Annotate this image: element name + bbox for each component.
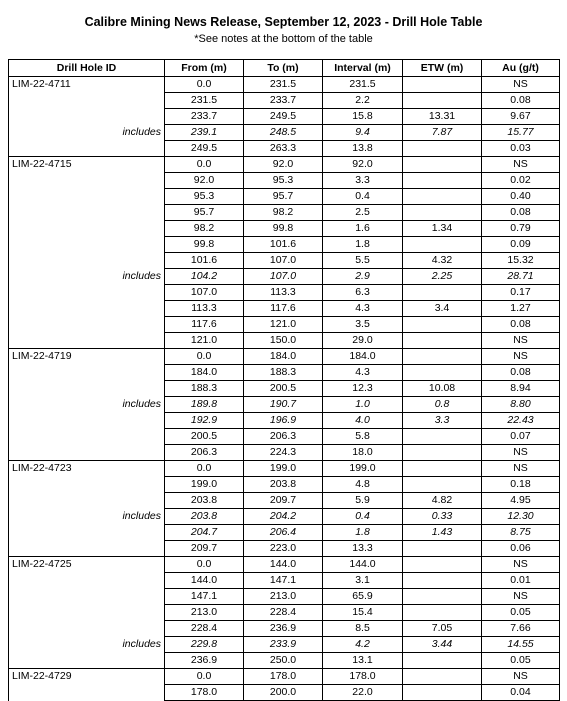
from-cell: 229.8 [165,637,244,653]
au-cell: 7.66 [482,621,560,637]
from-cell: 147.1 [165,589,244,605]
from-cell: 213.0 [165,605,244,621]
interval-cell: 13.3 [323,541,403,557]
au-cell: NS [482,589,560,605]
to-cell: 213.0 [244,589,323,605]
from-cell: 95.3 [165,189,244,205]
au-cell: 14.55 [482,637,560,653]
table-row [9,685,560,701]
drill-hole-id-cell [9,317,165,333]
au-cell: 0.09 [482,237,560,253]
interval-cell: 2.9 [323,269,403,285]
table-row [9,509,560,525]
drill-hole-id-cell [9,653,165,669]
etw-cell [403,605,482,621]
table-row [9,477,560,493]
to-cell: 190.7 [244,397,323,413]
to-cell: 92.0 [244,157,323,173]
drill-hole-id-cell [9,301,165,317]
au-cell: 0.03 [482,141,560,157]
drill-hole-id-cell [9,141,165,157]
to-cell: 206.4 [244,525,323,541]
table-row [9,541,560,557]
au-cell: 9.67 [482,109,560,125]
etw-cell [403,429,482,445]
interval-cell: 13.1 [323,653,403,669]
interval-cell: 15.4 [323,605,403,621]
etw-cell [403,349,482,365]
drill-hole-id-cell: LIM-22-4725 [9,557,165,573]
from-cell: 113.3 [165,301,244,317]
drill-hole-id-cell: LIM-22-4715 [9,157,165,173]
document-title: Calibre Mining News Release, September 12, 2023 - Drill Hole Table [84,15,483,29]
from-cell: 98.2 [165,221,244,237]
to-cell: 99.8 [244,221,323,237]
from-cell: 204.7 [165,525,244,541]
table-row [9,173,560,189]
table-row [9,413,560,429]
interval-cell: 2.5 [323,205,403,221]
etw-cell [403,685,482,701]
table-row [9,333,560,349]
etw-cell [403,285,482,301]
to-cell: 231.5 [244,77,323,93]
etw-cell [403,173,482,189]
etw-cell [403,541,482,557]
interval-cell: 5.8 [323,429,403,445]
drill-hole-id-cell [9,493,165,509]
au-cell: 12.30 [482,509,560,525]
to-cell: 147.1 [244,573,323,589]
interval-cell: 199.0 [323,461,403,477]
drill-hole-id-cell [9,525,165,541]
column-header-au: Au (g/t) [482,60,560,77]
from-cell: 231.5 [165,93,244,109]
interval-cell: 2.2 [323,93,403,109]
interval-cell: 1.8 [323,237,403,253]
interval-cell: 9.4 [323,125,403,141]
table-row [9,157,560,173]
to-cell: 150.0 [244,333,323,349]
table-row [9,445,560,461]
interval-cell: 6.3 [323,285,403,301]
au-cell: 8.80 [482,397,560,413]
interval-cell: 184.0 [323,349,403,365]
to-cell: 248.5 [244,125,323,141]
au-cell: 0.04 [482,685,560,701]
interval-cell: 0.4 [323,509,403,525]
from-cell: 199.0 [165,477,244,493]
to-cell: 249.5 [244,109,323,125]
to-cell: 107.0 [244,269,323,285]
column-header-drill-hole-id: Drill Hole ID [9,60,165,77]
au-cell: 28.71 [482,269,560,285]
drill-hole-id-cell: LIM-22-4719 [9,349,165,365]
table-row [9,301,560,317]
from-cell: 104.2 [165,269,244,285]
column-header-to: To (m) [244,60,323,77]
from-cell: 0.0 [165,77,244,93]
to-cell: 233.7 [244,93,323,109]
au-cell: 0.40 [482,189,560,205]
from-cell: 99.8 [165,237,244,253]
etw-cell [403,461,482,477]
table-row [9,125,560,141]
interval-cell: 4.8 [323,477,403,493]
from-cell: 178.0 [165,685,244,701]
drill-hole-id-cell [9,237,165,253]
etw-cell: 7.05 [403,621,482,637]
interval-cell: 15.8 [323,109,403,125]
table-row [9,365,560,381]
drill-hole-id-cell [9,589,165,605]
au-cell: 0.01 [482,573,560,589]
au-cell: NS [482,445,560,461]
includes-label: includes [9,397,165,413]
column-header-from: From (m) [165,60,244,77]
au-cell: 0.02 [482,173,560,189]
from-cell: 239.1 [165,125,244,141]
from-cell: 101.6 [165,253,244,269]
interval-cell: 4.2 [323,637,403,653]
drill-hole-id-cell [9,285,165,301]
from-cell: 203.8 [165,493,244,509]
from-cell: 189.8 [165,397,244,413]
au-cell: NS [482,461,560,477]
table-row [9,557,560,573]
interval-cell: 3.1 [323,573,403,589]
drill-hole-id-cell [9,445,165,461]
from-cell: 249.5 [165,141,244,157]
drill-hole-id-cell [9,477,165,493]
etw-cell [403,205,482,221]
interval-cell: 1.8 [323,525,403,541]
au-cell: 22.43 [482,413,560,429]
au-cell: NS [482,557,560,573]
au-cell: 0.79 [482,221,560,237]
etw-cell: 0.8 [403,397,482,413]
from-cell: 209.7 [165,541,244,557]
interval-cell: 92.0 [323,157,403,173]
drill-hole-id-cell: LIM-22-4711 [9,77,165,93]
table-row [9,109,560,125]
etw-cell: 10.08 [403,381,482,397]
etw-cell [403,573,482,589]
to-cell: 236.9 [244,621,323,637]
includes-label: includes [9,125,165,141]
table-row [9,669,560,685]
drill-hole-id-cell [9,429,165,445]
table-row [9,637,560,653]
table-row [9,621,560,637]
interval-cell: 18.0 [323,445,403,461]
includes-label: includes [9,269,165,285]
to-cell: 200.0 [244,685,323,701]
drill-hole-id-cell [9,685,165,701]
from-cell: 228.4 [165,621,244,637]
table-row [9,221,560,237]
au-cell: 4.95 [482,493,560,509]
au-cell: NS [482,77,560,93]
from-cell: 0.0 [165,461,244,477]
to-cell: 101.6 [244,237,323,253]
table-row [9,253,560,269]
etw-cell [403,317,482,333]
drill-hole-table [8,59,560,701]
interval-cell: 29.0 [323,333,403,349]
interval-cell: 13.8 [323,141,403,157]
to-cell: 263.3 [244,141,323,157]
interval-cell: 4.0 [323,413,403,429]
from-cell: 184.0 [165,365,244,381]
drill-hole-id-cell [9,173,165,189]
to-cell: 228.4 [244,605,323,621]
table-row [9,381,560,397]
etw-cell [403,589,482,605]
au-cell: 8.94 [482,381,560,397]
from-cell: 95.7 [165,205,244,221]
table-row [9,349,560,365]
table-row [9,461,560,477]
interval-cell: 22.0 [323,685,403,701]
from-cell: 206.3 [165,445,244,461]
drill-hole-id-cell [9,541,165,557]
table-row [9,189,560,205]
interval-cell: 3.3 [323,173,403,189]
drill-hole-id-cell [9,109,165,125]
table-row [9,269,560,285]
to-cell: 117.6 [244,301,323,317]
interval-cell: 12.3 [323,381,403,397]
etw-cell: 4.82 [403,493,482,509]
etw-cell: 1.43 [403,525,482,541]
from-cell: 144.0 [165,573,244,589]
from-cell: 200.5 [165,429,244,445]
from-cell: 92.0 [165,173,244,189]
drill-hole-id-cell: LIM-22-4723 [9,461,165,477]
table-header-row [9,60,560,77]
from-cell: 117.6 [165,317,244,333]
to-cell: 250.0 [244,653,323,669]
etw-cell [403,237,482,253]
etw-cell: 2.25 [403,269,482,285]
to-cell: 203.8 [244,477,323,493]
table-row [9,605,560,621]
drill-hole-id-cell [9,93,165,109]
to-cell: 178.0 [244,669,323,685]
drill-hole-id-cell [9,333,165,349]
includes-label: includes [9,637,165,653]
interval-cell: 8.5 [323,621,403,637]
au-cell: 0.17 [482,285,560,301]
table-row [9,317,560,333]
drill-hole-id-cell [9,381,165,397]
interval-cell: 65.9 [323,589,403,605]
to-cell: 199.0 [244,461,323,477]
etw-cell [403,189,482,205]
to-cell: 200.5 [244,381,323,397]
table-row [9,237,560,253]
etw-cell [403,653,482,669]
etw-cell: 13.31 [403,109,482,125]
etw-cell [403,477,482,493]
to-cell: 188.3 [244,365,323,381]
etw-cell [403,77,482,93]
au-cell: 0.08 [482,93,560,109]
to-cell: 98.2 [244,205,323,221]
to-cell: 204.2 [244,509,323,525]
from-cell: 107.0 [165,285,244,301]
etw-cell [403,157,482,173]
drill-hole-id-cell: LIM-22-4729 [9,669,165,685]
table-row [9,93,560,109]
to-cell: 107.0 [244,253,323,269]
from-cell: 188.3 [165,381,244,397]
etw-cell [403,333,482,349]
to-cell: 224.3 [244,445,323,461]
etw-cell: 3.44 [403,637,482,653]
drill-hole-id-cell [9,253,165,269]
to-cell: 223.0 [244,541,323,557]
etw-cell: 0.33 [403,509,482,525]
au-cell: NS [482,669,560,685]
to-cell: 184.0 [244,349,323,365]
au-cell: NS [482,157,560,173]
au-cell: 0.05 [482,653,560,669]
au-cell: 0.08 [482,205,560,221]
column-header-etw: ETW (m) [403,60,482,77]
drill-hole-id-cell [9,205,165,221]
interval-cell: 231.5 [323,77,403,93]
table-row [9,397,560,413]
column-header-interval: Interval (m) [323,60,403,77]
to-cell: 196.9 [244,413,323,429]
interval-cell: 5.5 [323,253,403,269]
au-cell: 0.08 [482,365,560,381]
table-row [9,493,560,509]
etw-cell: 4.32 [403,253,482,269]
table-body [9,77,560,701]
table-row [9,429,560,445]
table-row [9,141,560,157]
to-cell: 121.0 [244,317,323,333]
au-cell: 8.75 [482,525,560,541]
etw-cell [403,557,482,573]
from-cell: 203.8 [165,509,244,525]
includes-label: includes [9,509,165,525]
from-cell: 0.0 [165,157,244,173]
etw-cell: 3.4 [403,301,482,317]
to-cell: 95.7 [244,189,323,205]
drill-hole-id-cell [9,221,165,237]
au-cell: 0.08 [482,317,560,333]
from-cell: 0.0 [165,349,244,365]
au-cell: 15.77 [482,125,560,141]
to-cell: 113.3 [244,285,323,301]
drill-hole-id-cell [9,621,165,637]
drill-hole-id-cell [9,189,165,205]
to-cell: 233.9 [244,637,323,653]
to-cell: 95.3 [244,173,323,189]
drill-hole-id-cell [9,413,165,429]
from-cell: 0.0 [165,557,244,573]
etw-cell [403,445,482,461]
drill-hole-id-cell [9,573,165,589]
au-cell: 15.32 [482,253,560,269]
to-cell: 206.3 [244,429,323,445]
table-row [9,285,560,301]
au-cell: 0.05 [482,605,560,621]
interval-cell: 0.4 [323,189,403,205]
etw-cell [403,141,482,157]
from-cell: 121.0 [165,333,244,349]
etw-cell [403,365,482,381]
etw-cell: 1.34 [403,221,482,237]
etw-cell: 7.87 [403,125,482,141]
au-cell: NS [482,333,560,349]
document-subtitle: *See notes at the bottom of the table [194,33,373,45]
to-cell: 144.0 [244,557,323,573]
table-row [9,589,560,605]
from-cell: 236.9 [165,653,244,669]
au-cell: NS [482,349,560,365]
etw-cell [403,93,482,109]
drill-hole-id-cell [9,365,165,381]
interval-cell: 4.3 [323,365,403,381]
to-cell: 209.7 [244,493,323,509]
from-cell: 233.7 [165,109,244,125]
from-cell: 192.9 [165,413,244,429]
from-cell: 0.0 [165,669,244,685]
etw-cell: 3.3 [403,413,482,429]
interval-cell: 4.3 [323,301,403,317]
interval-cell: 3.5 [323,317,403,333]
table-row [9,77,560,93]
interval-cell: 178.0 [323,669,403,685]
table-row [9,525,560,541]
interval-cell: 1.0 [323,397,403,413]
au-cell: 0.18 [482,477,560,493]
interval-cell: 1.6 [323,221,403,237]
interval-cell: 5.9 [323,493,403,509]
au-cell: 1.27 [482,301,560,317]
table-row [9,205,560,221]
interval-cell: 144.0 [323,557,403,573]
drill-hole-id-cell [9,605,165,621]
au-cell: 0.07 [482,429,560,445]
etw-cell [403,669,482,685]
table-row [9,653,560,669]
table-row [9,573,560,589]
au-cell: 0.06 [482,541,560,557]
